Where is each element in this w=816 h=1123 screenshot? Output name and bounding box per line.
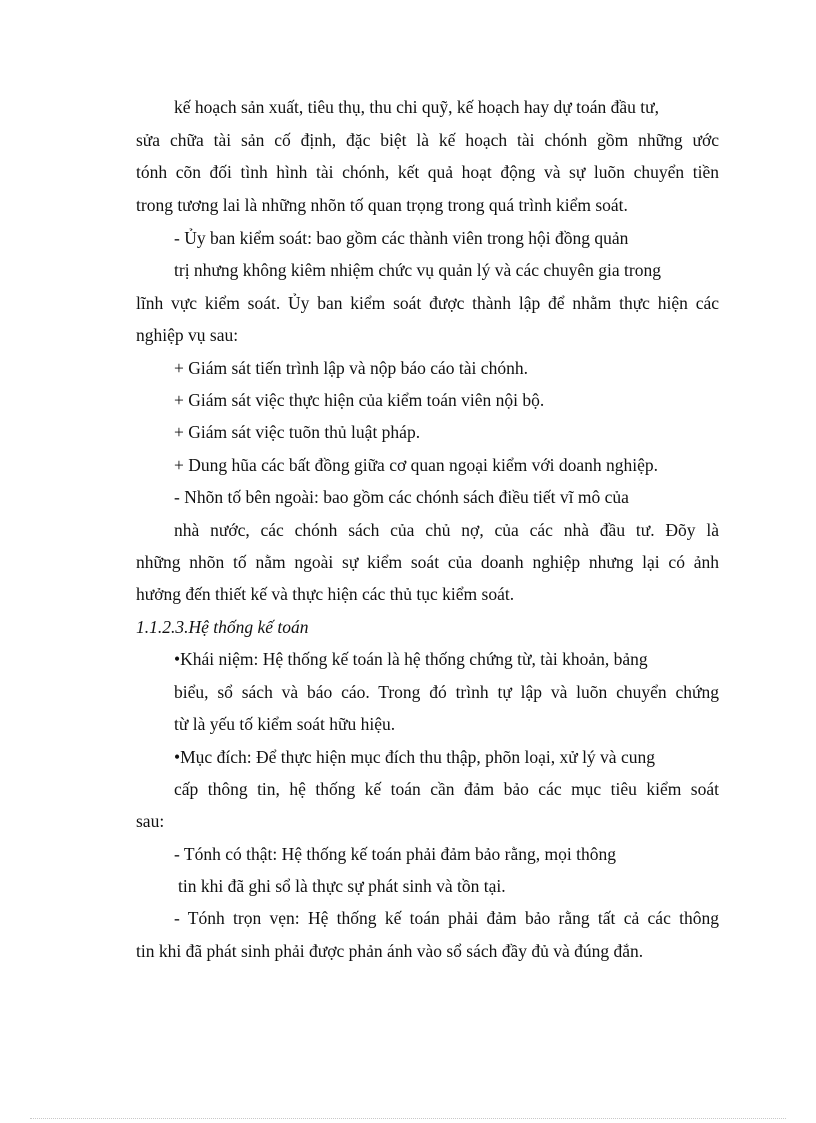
paragraph-line: trong tương lai là những nhõn tố quan trọng trong quá trình kiểm soát. [136,195,628,215]
bullet-item: •Khái niệm: Hệ thống kế toán là hệ thống chứng từ, tài khoản, bảng [174,649,648,669]
paragraph-line: - Tónh trọn vẹn: Hệ thống kế toán phải đảm bảo rằng tất cả các thông [174,908,719,928]
paragraph-line: nhà nước, các chónh sách của chủ nợ, của các nhà đầu tư. Đõy là [174,520,719,540]
bullet-item: •Mục đích: Để thực hiện mục đích thu thập, phõn loại, xử lý và cung [174,747,655,767]
list-item: + Giám sát tiến trình lập và nộp báo cáo tài chónh. [174,358,528,378]
paragraph-line: hưởng đến thiết kế và thực hiện các thủ tục kiểm soát. [136,584,515,604]
paragraph-line: sửa chữa tài sản cố định, đặc biệt là kế hoạch tài chónh gồm những ước [136,130,719,150]
page-border-dotted [30,1118,786,1119]
paragraph-line: tónh cõn đối tình hình tài chónh, kết quả hoạt động và sự luõn chuyển tiền [136,162,719,182]
paragraph-line: sau: [136,811,165,831]
paragraph-line: từ là yếu tố kiểm soát hữu hiệu. [174,714,396,734]
list-item: + Dung hũa các bất đồng giữa cơ quan ngoại kiểm với doanh nghiệp. [174,455,658,475]
paragraph-line: tin khi đã phát sinh phải được phản ánh vào sổ sách đầy đủ và đúng đắn. [136,941,644,961]
paragraph-line: những nhõn tố nằm ngoài sự kiểm soát của doanh nghiệp nhưng lại có ảnh [136,552,719,572]
paragraph-line: biểu, sổ sách và báo cáo. Trong đó trình tự lập và luõn chuyển chứng [174,682,719,702]
list-item: + Giám sát việc tuõn thủ luật pháp. [174,422,421,442]
list-item: + Giám sát việc thực hiện của kiểm toán viên nội bộ. [174,390,545,410]
section-heading: 1.1.2.3.Hệ thống kế toán [136,617,309,637]
paragraph-line: - Tónh có thật: Hệ thống kế toán phải đảm bảo rằng, mọi thông [174,844,616,864]
paragraph-line: kế hoạch sản xuất, tiêu thụ, thu chi quỹ, kế hoạch hay dự toán đầu tư, [174,97,660,117]
paragraph-line: - Nhõn tố bên ngoài: bao gồm các chónh sách điều tiết vĩ mô của [174,487,629,507]
paragraph-line: trị nhưng không kiêm nhiệm chức vụ quản lý và các chuyên gia trong [174,260,661,280]
paragraph-line: cấp thông tin, hệ thống kế toán cần đảm bảo các mục tiêu kiểm soát [174,779,719,799]
paragraph-line: nghiệp vụ sau: [136,325,239,345]
paragraph-line: lĩnh vực kiểm soát. Ủy ban kiểm soát được thành lập để nhằm thực hiện các [136,293,719,313]
paragraph-line: - Ủy ban kiểm soát: bao gồm các thành viên trong hội đồng quản [174,228,629,248]
paragraph-line: tin khi đã ghi sổ là thực sự phát sinh và tồn tại. [178,876,506,896]
